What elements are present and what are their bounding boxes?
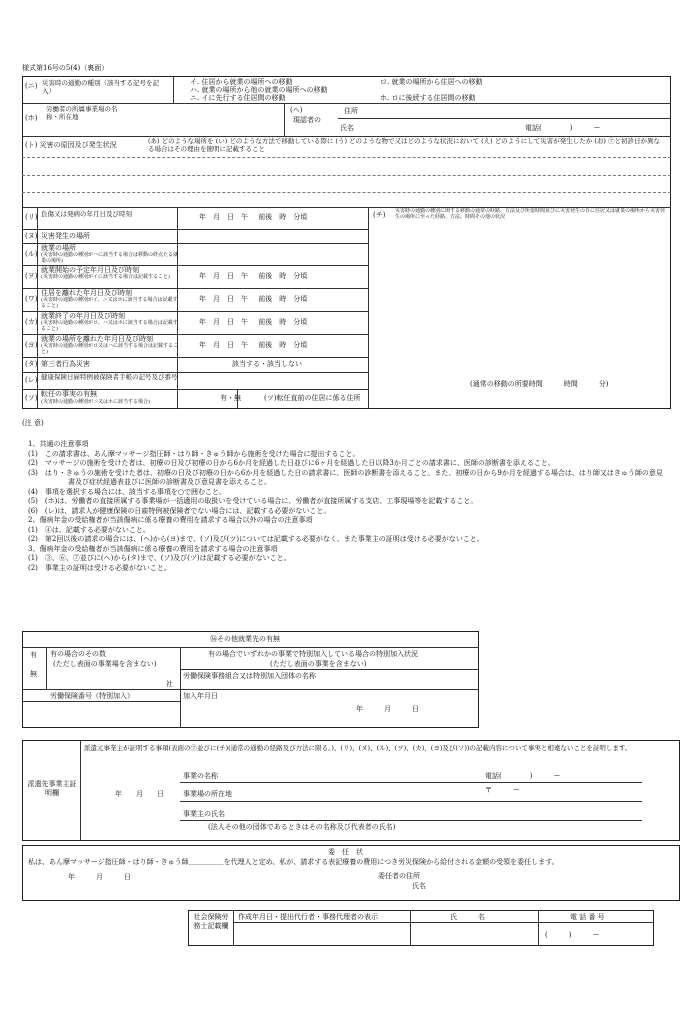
cause-label: (ト) 災害の原因及び発生状況 (25, 141, 117, 149)
note-line: 3、傷病年金の受給権者が当該傷病に係る療養の費用を請求する場合の注意事項 (28, 544, 278, 553)
special-label: 有の場合でいずれかの事業で特別加入している場合の特別加入状況 (208, 650, 418, 658)
route-duration: (通常の移動の所要時間 時間 分) (470, 380, 609, 388)
proxy-title: 委 任 状 (328, 848, 363, 856)
commute-option-ha: ハ. 就業の場所から他の就業の場所への移動 (190, 86, 328, 94)
org-label: 労働保険事務組合又は特別加入団体の名称 (183, 672, 316, 680)
other-work-title: ㊱その他就業先の有無 (210, 635, 280, 643)
commute-option-ro: ロ. 就業の場所から住居への移動 (380, 78, 483, 86)
sr-col2: 氏 名 (450, 913, 485, 921)
notes-list (28, 440, 668, 573)
row-left-home: (ワ) 住居を離れた年月日及び時刻 (災害時の通勤の種別がイ、ニ又はホに該当する場合は記載すること) 年 月 日 午 前後 時 分頃 (25, 289, 308, 309)
note-line: (5) (ホ)は、労働者の直接所属する事業場が一括適用の取扱いを受けている場合に、労働者が直接所属する支店、工事現場等を記載すること。 (28, 497, 478, 505)
note-line: (1) この請求書は、あん摩マッサージ指圧師・はり師・きゅう師から施術を受けた場合に提出すること。 (28, 449, 360, 458)
proxy-name: 氏名 (412, 882, 426, 890)
row-work-start: (ヲ) 就業開始の予定年月日及び時刻 (災害時の通勤の種別がイに該当する場合は記載すること) 年 月 日 午 前後 時 分頃 (25, 266, 308, 280)
count-sub: (ただし表面の事業場を含まない) (53, 660, 157, 668)
commute-option-ho: ホ. ロに後続する住居間の移動 (380, 94, 476, 102)
proxy-text: 私は、あん摩マッサージ指圧師・はり師・きゅう師＿＿＿＿＿を代理人と定め、私が、請求する表記療養の費用につき労災保険から給付される金額の受領を委任します。 (28, 858, 559, 866)
proxy-date: 年 月 日 (68, 873, 131, 881)
proxy-addr: 委任者の住所 (378, 872, 420, 880)
note-line: (4) 事項を選択する場合には、該当する事項を○で囲むこと。 (28, 487, 227, 496)
manager-name: 氏名 (340, 124, 354, 132)
manager-phone: 電話( ) ー (525, 124, 601, 132)
commute-label: 災害時の通勤の種別（該当する記号を記入） (42, 79, 159, 95)
join-date-label: 加入年月日 (183, 692, 218, 700)
row-accident-place: (ヌ) 災害発生の場所 (25, 232, 90, 240)
note-line: (1) ③、⑥、⑦並びに(ヘ)から(タ)まで、(ソ)及び(ツ)は記載する必要がないこと。 (28, 554, 291, 562)
row-work-end: (カ) 就業終了の年月日及び時刻 (災害時の通勤の種別がロ、ハ又はホに該当する場合は記載すること) 年 月 日 午 前後 時 分頃 (25, 312, 308, 332)
note-line: (6) (レ)は、請求人が健康保険の日雇特例被保険者でない場合には、記載する必要がないこと。 (28, 506, 331, 515)
note-line: (2) 事業主の証明は受ける必要がないこと。 (28, 563, 171, 572)
note-line: 2、傷病年金の受給権者が当該傷病に係る療養の費用を請求する場合以外の場合の注意事項 (28, 516, 313, 524)
sr-side-label: 社会保険労務士記載欄 (193, 913, 229, 930)
special-sub: (ただし表面の事業を含まない) (270, 660, 367, 668)
biz-name-label: 事業の名称 (183, 772, 218, 780)
notes-title: (注 意) (22, 419, 44, 427)
route-num: (チ) (373, 211, 386, 219)
note-line: (1) ④は、記載する必要がないこと。 (28, 525, 150, 534)
workplace-sub-num: (ヘ) (290, 106, 303, 114)
commute-option-ni: ニ. イに先行する住居間の移動 (190, 94, 286, 102)
form-id: 様式第16号の5(4)（裏面） (22, 64, 109, 72)
dispatch-side-label: 派遣先事業主証明欄 (27, 780, 77, 797)
biz-addr-label: 事業場の所在地 (183, 790, 232, 798)
commute-option-i: イ. 住居から就業の場所への移動 (190, 78, 293, 86)
insurance-no-label: 労働保険番号（特別加入） (50, 692, 134, 700)
commute-num: (ニ) (25, 82, 38, 90)
other-work-no[interactable]: 無 (30, 670, 37, 678)
owner-label: 事業主の氏名 (183, 810, 225, 818)
row-health-insurance: (レ) 健康保険日雇特例被保険者手帳の記号及び番号 (25, 373, 178, 384)
workplace-label: 労働者の所属事業場の名称・所在地 (46, 105, 118, 121)
count-unit: 社 (166, 680, 173, 688)
sr-phone: ( ) ー (545, 931, 600, 939)
note-line: 1、共通の注意事項 (28, 440, 89, 448)
join-date-value: 年 月 日 (356, 705, 419, 713)
other-work-yes[interactable]: 有 (30, 651, 37, 659)
note-line: (2) マッサージの施術を受けた者は、初療の日及び初療の日から6か月を経過した日並びに6ヶ月を経過した日以降3か月ごとの請求書に、医師の診断書を添えること。 (28, 459, 555, 467)
note-line: (3) はり・きゅうの施術を受けた者は、初療の日及び初療の日から6か月を経過した日の請求書に、医師の診断書を添えること。また、初療の日から9か月を経過する場合は、はり師又はきゅう師の意見書及び症状経過表並びに医師の診断書及び意見書を添えること。 (28, 468, 663, 486)
count-label: 有の場合のその数 (50, 650, 106, 658)
workplace-num: (ホ) (25, 114, 38, 122)
sr-col3: 電 話 番 号 (570, 913, 605, 921)
cause-text: (あ) どのような場所を (い) どのような方法で移動している際に (う) どのような物で又はどのような状況において (え) どのようにして災害が発生したか (お) ⑦と初診日が異なる場合はその理由を簡明に記載すること (148, 137, 660, 153)
sr-col1: 作成年月日・提出代行者・事務代理者の表示 (238, 913, 378, 921)
row-left-work: (ヨ) 就業の場所を離れた年月日及び時刻 (災害時の通勤の種別がロ又はハに該当する場合は記載すること) 年 月 日 午 前後 時 分頃 (25, 335, 308, 355)
note-line: (2) 第2回以後の請求の場合には、(ヘ)から(ヨ)まで、(ソ)及び(ツ)については記載する必要がなく、また事業主の証明は受ける必要がないこと。 (28, 535, 484, 543)
row-injury-date: (リ) 負傷又は発病の年月日及び時刻 年 月 日 午 前後 時 分頃 (25, 210, 308, 221)
row-third-party: (タ) 第三者行為災害 該当する・該当しない (25, 360, 302, 368)
dispatch-phone: 電話( ) ー (485, 772, 561, 780)
row-transfer: (ソ) 転任の事実の有無 (災害時の通勤の種別がニ又はホに該当する場合) 有・無 (ツ)転任直前の住居に係る住所 (25, 390, 361, 405)
dispatch-postal: 〒 ー (485, 786, 520, 794)
manager-address: 住所 (344, 107, 358, 115)
row-work-place: (ル) 就業の場所 (災害時の通勤の種別がハに該当する場合は移動の終点たる就業の場所) (25, 244, 178, 264)
dispatch-date: 年 月 日 (115, 790, 164, 798)
owner-note: (法人その他の団体であるときはその名称及び代表者の氏名) (208, 823, 396, 831)
dispatch-text: 派遣元事業主が証明する事項(表面の⑦並びに(チ)(通常の通勤の経路及び方法に限る。)、(リ)、(ヌ)、(ル)、(ヲ)、(カ)、(ヨ)及び(ソ))の記載内容について事実と相違ないことを証明します。 (84, 744, 632, 752)
route-label: 災害時の通勤の種別に関する移動の通常の経路、方法及び所要時間並びに災害発生の日に住居又は就業の場所から災害発生の場所に至った経路、方法、時間その他の状況 (395, 208, 666, 220)
manager-label: 現認者の (293, 116, 321, 124)
